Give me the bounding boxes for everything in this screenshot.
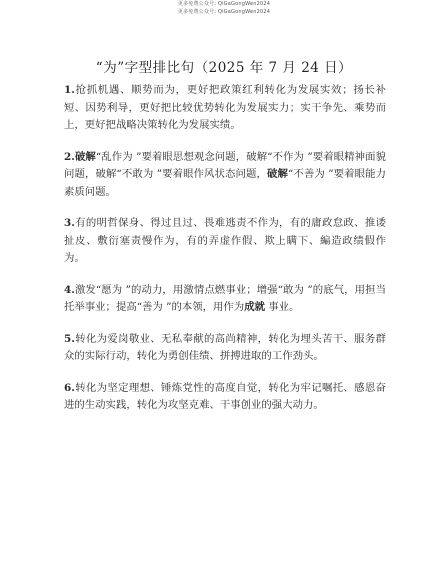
paragraph-text: 转化为坚定理想、锤炼党性的高度自觉，转化为牢记嘱托、感恩奋进的生动实践，转化为攻坚克难、干事创业的强大动力。 xyxy=(64,381,386,411)
paragraph-5 xyxy=(64,331,386,366)
paragraph-text: “不善为 ”要着眼能力素质问题。 xyxy=(64,168,387,198)
paragraph-text: 事业。 xyxy=(264,301,300,313)
watermark-line-2: 更多免费公众号: QiGeGongWen2024 xyxy=(177,9,271,15)
paragraph-text-bold: 破解 xyxy=(74,150,96,163)
watermark-line-1: 更多免费公众号: QiGeGongWen2024 xyxy=(177,1,271,7)
paragraph-2 xyxy=(64,149,386,202)
paragraph-4 xyxy=(64,282,386,317)
paragraph-number: 6. xyxy=(64,381,75,394)
document-title: “为”字型排比句（2025 年 7 月 24 日） xyxy=(95,60,353,76)
paragraph-3 xyxy=(64,215,386,268)
paragraph-text: 激发“愿为 ”的动力，用激情点燃事业；增强“敢为 ”的底气，用担当托举事业；提高“善为 ”的本领，用作为 xyxy=(64,283,386,313)
paragraph-number: 2. xyxy=(64,150,75,163)
paragraph-text-bold: 破解 xyxy=(267,168,288,180)
paragraph-1 xyxy=(64,82,386,135)
paragraph-text: 有的明哲保身、得过且过、畏难逃责不作为，有的庸政怠政、推诿扯皮、敷衍塞责慢作为，有的弄虚作假、欺上瞒下、編造政绩假作为。 xyxy=(64,217,386,264)
paragraph-number: 1. xyxy=(64,84,75,96)
paragraph-text-bold: 成就 xyxy=(244,301,265,313)
paragraph-text: 转化为爱岗敬业、无私奉献的高尚精神，转化为埋头苦干、服务群众的实际行动，转化为勇创佳绩、拼搏进取的工作劲头。 xyxy=(64,332,386,362)
paragraph-6 xyxy=(64,380,386,415)
paragraph-number: 4. xyxy=(64,283,75,296)
paragraph-number: 5. xyxy=(64,332,75,345)
paragraph-number: 3. xyxy=(64,217,75,229)
document-body xyxy=(64,82,386,429)
paragraph-text: “乱作为 ”要着眼思想观念问题，破解“不作为 ”要着眼精神面貌问题，破解“不敢为 ”要着眼作风状态问题， xyxy=(64,150,386,180)
paragraph-text: 抢抓机遇、顺势而为，更好把政策红利转化为发展实效；扬长补短、因势利导，更好把比较优势转化为发展实力；实干争先、乘势而上，更好把战略决策转化为发展实绩。 xyxy=(64,84,386,131)
